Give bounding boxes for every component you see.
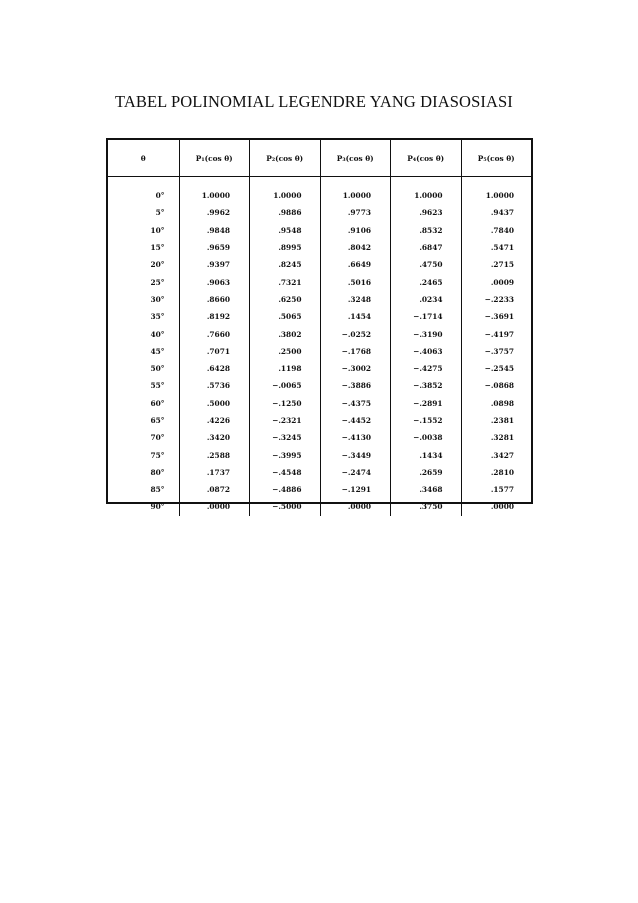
cell-p3: −.3002 — [320, 360, 391, 377]
cell-p1: .0872 — [179, 481, 250, 498]
cell-p2: .6250 — [249, 291, 320, 308]
cell-p1: .9397 — [179, 256, 250, 273]
table-row — [108, 446, 531, 463]
cell-p3: .1454 — [320, 308, 391, 325]
table-row — [108, 308, 531, 325]
cell-p2: .2500 — [249, 343, 320, 360]
cell-p3: .9773 — [320, 204, 391, 221]
table-row — [108, 177, 531, 204]
cell-angle: 55° — [150, 381, 165, 391]
cell-p3: .8042 — [320, 239, 391, 256]
table-row — [108, 239, 531, 256]
cell-p2: −.3245 — [249, 429, 320, 446]
cell-p3: −.4375 — [320, 395, 391, 412]
cell-p2: −.4548 — [249, 464, 320, 481]
cell-p5: .3427 — [461, 446, 532, 463]
cell-p2: −.2321 — [249, 412, 320, 429]
table-row — [108, 204, 531, 221]
cell-p5: .9437 — [461, 204, 532, 221]
cell-angle: 85° — [150, 485, 165, 495]
cell-angle: 0° — [155, 191, 165, 201]
cell-p1: .6428 — [179, 360, 250, 377]
cell-p5: −.2233 — [461, 291, 532, 308]
cell-p3: −.4452 — [320, 412, 391, 429]
cell-p3: −.3886 — [320, 377, 391, 394]
cell-angle: 35° — [150, 312, 165, 322]
table-row — [108, 481, 531, 498]
header-theta: θ — [108, 140, 179, 177]
cell-p5: −.0868 — [461, 377, 532, 394]
cell-p4: .1434 — [390, 446, 461, 463]
legendre-table — [108, 140, 531, 516]
cell-p2: −.0065 — [249, 377, 320, 394]
cell-p1: .8192 — [179, 308, 250, 325]
cell-p1: .8660 — [179, 291, 250, 308]
cell-p1: 1.0000 — [179, 177, 250, 204]
cell-p4: .2465 — [390, 273, 461, 290]
table-row — [108, 325, 531, 342]
cell-p3: −.1291 — [320, 481, 391, 498]
cell-p3: −.1768 — [320, 343, 391, 360]
cell-p2: .9548 — [249, 222, 320, 239]
cell-p5: −.2545 — [461, 360, 532, 377]
cell-p4: .4750 — [390, 256, 461, 273]
cell-p4: .8532 — [390, 222, 461, 239]
cell-angle: 90° — [150, 502, 165, 512]
cell-p5: 1.0000 — [461, 177, 532, 204]
cell-p4: .0234 — [390, 291, 461, 308]
cell-p1: .9962 — [179, 204, 250, 221]
table-row — [108, 464, 531, 481]
cell-p2: −.4886 — [249, 481, 320, 498]
cell-p5: .0898 — [461, 395, 532, 412]
cell-p3: .3248 — [320, 291, 391, 308]
cell-p2: −.5000 — [249, 498, 320, 515]
cell-angle: 45° — [150, 346, 165, 356]
cell-p1: .3420 — [179, 429, 250, 446]
cell-p3: .0000 — [320, 498, 391, 515]
cell-p2: −.1250 — [249, 395, 320, 412]
cell-p3: .6649 — [320, 256, 391, 273]
cell-p1: .2588 — [179, 446, 250, 463]
cell-angle: 25° — [150, 277, 165, 287]
cell-p4: .6847 — [390, 239, 461, 256]
cell-p5: .0009 — [461, 273, 532, 290]
cell-p4: 1.0000 — [390, 177, 461, 204]
cell-p4: −.2891 — [390, 395, 461, 412]
header-p1: P₁(cos θ) — [179, 140, 250, 177]
cell-angle: 60° — [150, 398, 165, 408]
cell-p4: −.0038 — [390, 429, 461, 446]
cell-angle: 5° — [155, 208, 165, 218]
cell-angle: 65° — [150, 416, 165, 425]
cell-p3: .5016 — [320, 273, 391, 290]
cell-p4: −.4275 — [390, 360, 461, 377]
cell-p4: −.3852 — [390, 377, 461, 394]
cell-angle: 80° — [150, 467, 165, 477]
cell-p2: .8245 — [249, 256, 320, 273]
cell-p5: .3281 — [461, 429, 532, 446]
cell-p5: −.3691 — [461, 308, 532, 325]
cell-p4: −.1552 — [390, 412, 461, 429]
page-title: TABEL POLINOMIAL LEGENDRE YANG DIASOSIASI — [115, 92, 513, 111]
cell-p1: .9848 — [179, 222, 250, 239]
cell-p1: .1737 — [179, 464, 250, 481]
cell-p1: .5736 — [179, 377, 250, 394]
cell-angle: 30° — [150, 294, 165, 304]
cell-p3: 1.0000 — [320, 177, 391, 204]
cell-p4: .2659 — [390, 464, 461, 481]
cell-angle: 10° — [150, 225, 165, 235]
table-header-row — [108, 140, 531, 177]
header-p5: P₅(cos θ) — [461, 140, 532, 177]
cell-p2: .3802 — [249, 325, 320, 342]
cell-p1: .0000 — [179, 498, 250, 515]
cell-p5: .2381 — [461, 412, 532, 429]
legendre-table-frame — [106, 138, 533, 512]
table-row — [108, 498, 531, 515]
cell-p1: .9659 — [179, 239, 250, 256]
cell-p4: −.4063 — [390, 343, 461, 360]
cell-p2: .1198 — [249, 360, 320, 377]
cell-angle: 40° — [150, 329, 165, 339]
cell-angle: 75° — [150, 450, 165, 460]
table-row — [108, 395, 531, 412]
cell-p1: .4226 — [179, 412, 250, 429]
cell-p2: .5065 — [249, 308, 320, 325]
table-row — [108, 429, 531, 446]
cell-p4: .9623 — [390, 204, 461, 221]
cell-p5: .0000 — [461, 498, 532, 515]
table-row — [108, 291, 531, 308]
cell-p5: .2715 — [461, 256, 532, 273]
cell-p2: 1.0000 — [249, 177, 320, 204]
table-row — [108, 222, 531, 239]
cell-p4: −.1714 — [390, 308, 461, 325]
cell-p2: .7321 — [249, 273, 320, 290]
cell-angle: 70° — [150, 433, 165, 443]
cell-p3: −.2474 — [320, 464, 391, 481]
table-row — [108, 273, 531, 290]
header-p4: P₄(cos θ) — [390, 140, 461, 177]
cell-p1: .9063 — [179, 273, 250, 290]
cell-angle: 50° — [150, 364, 165, 374]
cell-p5: .1577 — [461, 481, 532, 498]
cell-p4: −.3190 — [390, 325, 461, 342]
table-row — [108, 412, 531, 429]
cell-p1: .7071 — [179, 343, 250, 360]
cell-p2: .8995 — [249, 239, 320, 256]
cell-p5: −.3757 — [461, 343, 532, 360]
table-body — [108, 177, 531, 516]
cell-p3: −.4130 — [320, 429, 391, 446]
header-p2: P₂(cos θ) — [249, 140, 320, 177]
cell-p5: .2810 — [461, 464, 532, 481]
cell-p3: −.3449 — [320, 446, 391, 463]
cell-p2: −.3995 — [249, 446, 320, 463]
cell-p5: .5471 — [461, 239, 532, 256]
cell-angle: 15° — [150, 243, 165, 253]
cell-p4: .3750 — [390, 498, 461, 515]
cell-p2: .9886 — [249, 204, 320, 221]
table-row — [108, 377, 531, 394]
header-p3: P₃(cos θ) — [320, 140, 391, 177]
cell-p5: .7840 — [461, 222, 532, 239]
table-row — [108, 256, 531, 273]
cell-p1: .5000 — [179, 395, 250, 412]
cell-p5: −.4197 — [461, 325, 532, 342]
cell-angle: 20° — [150, 260, 165, 270]
cell-p1: .7660 — [179, 325, 250, 342]
table-row — [108, 343, 531, 360]
cell-p4: .3468 — [390, 481, 461, 498]
cell-p3: −.0252 — [320, 325, 391, 342]
table-row — [108, 360, 531, 377]
cell-p3: .9106 — [320, 222, 391, 239]
